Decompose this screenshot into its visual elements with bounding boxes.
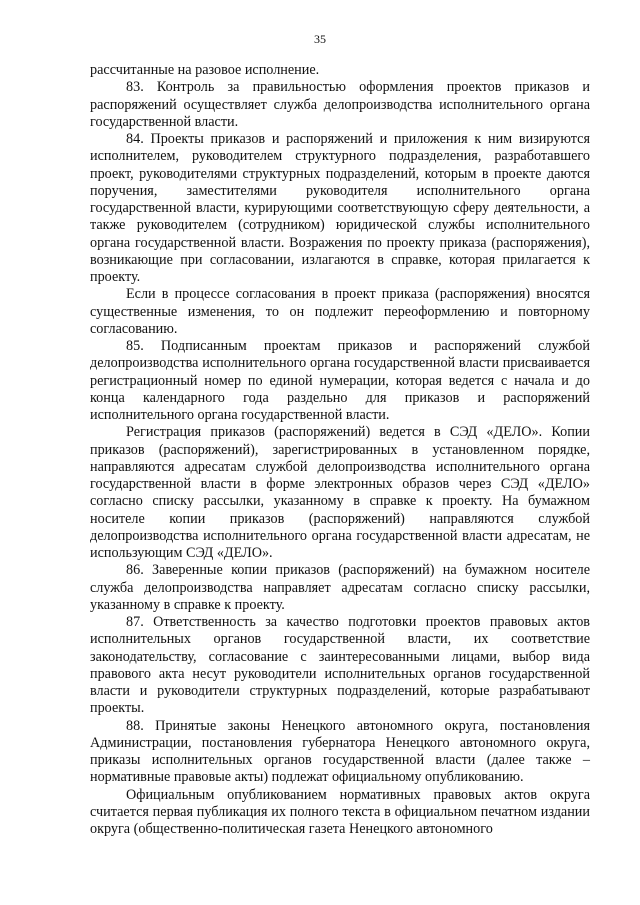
paragraph-continuation: рассчитанные на разовое исполнение. [90, 62, 320, 78]
paragraph-85: 85. Подписанным проектам приказов и распоряжений службой делопроизводства исполнительного органа государственной власти присваивается регистрационный номер по единой нумерации, которая ведется с начала и до конца календарного года раздельно для приказов и распоряжений исполнительного органа государственной власти. [90, 338, 590, 423]
paragraph-87: 87. Ответственность за качество подготовки проектов правовых актов исполнительных органов государственной власти, их соответствие законодательству, согласование с заинтересованными лицами, выбор вида правового акта несут руководители исполнительных органов государственной власти и руководители структурных подразделений, которые разрабатывают проекты. [90, 614, 590, 717]
paragraph-88: 88. Принятые законы Ненецкого автономного округа, постановления Администрации, постановления губернатора Ненецкого автономного округа, приказы исполнительных органов государственной власти (далее также – нормативные правовые акты) подлежат официальному опубликованию. [90, 717, 590, 786]
document-body [90, 62, 590, 838]
paragraph-86: 86. Заверенные копии приказов (распоряжений) на бумажном носителе служба делопроизводства направляет адресатам согласно списку рассылки, указанному в справке к проекту. [90, 562, 590, 613]
paragraph-84: 84. Проекты приказов и распоряжений и приложения к ним визируются исполнителем, руководителем структурного подразделения, разработавшего проект, руководителями структурных подразделений, которым в проекте даются поручения, заместителями руководителя исполнительного органа государственной власти, курирующими соответствующую сферу деятельности, а также руководителем (сотрудником) юридической службы исполнительного органа государственной власти. Возражения по проекту приказа (распоряжения), возникающие при согласовании, излагаются в справке, которая прилагается к проекту. [90, 131, 590, 285]
paragraph-88-publication: Официальным опубликованием нормативных правовых актов округа считается первая публикация их полного текста в официальном печатном издании округа (общественно-политическая газета Ненецкого автономного [90, 786, 590, 837]
paragraph-83: 83. Контроль за правильностью оформления проектов приказов и распоряжений осуществляет служба делопроизводства исполнительного органа государственной власти. [90, 79, 590, 130]
paragraph-85-registration: Регистрация приказов (распоряжений) ведется в СЭД «ДЕЛО». Копии приказов (распоряжений), зарегистрированных в установленном порядке, направляются адресатам службой делопроизводства исполнительного органа государственной власти в форме электронных образов через СЭД «ДЕЛО» согласно списку рассылки, указанному в справке к проекту. На бумажном носителе копии приказов (распоряжений) направляются службой делопроизводства исполнительного органа государственной власти адресатам, не использующим СЭД «ДЕЛО». [90, 424, 590, 561]
page-number: 35 [314, 32, 326, 46]
paragraph-84-revision: Если в процессе согласования в проект приказа (распоряжения) вносятся существенные изменения, то он подлежит переоформлению и повторному согласованию. [90, 286, 590, 337]
